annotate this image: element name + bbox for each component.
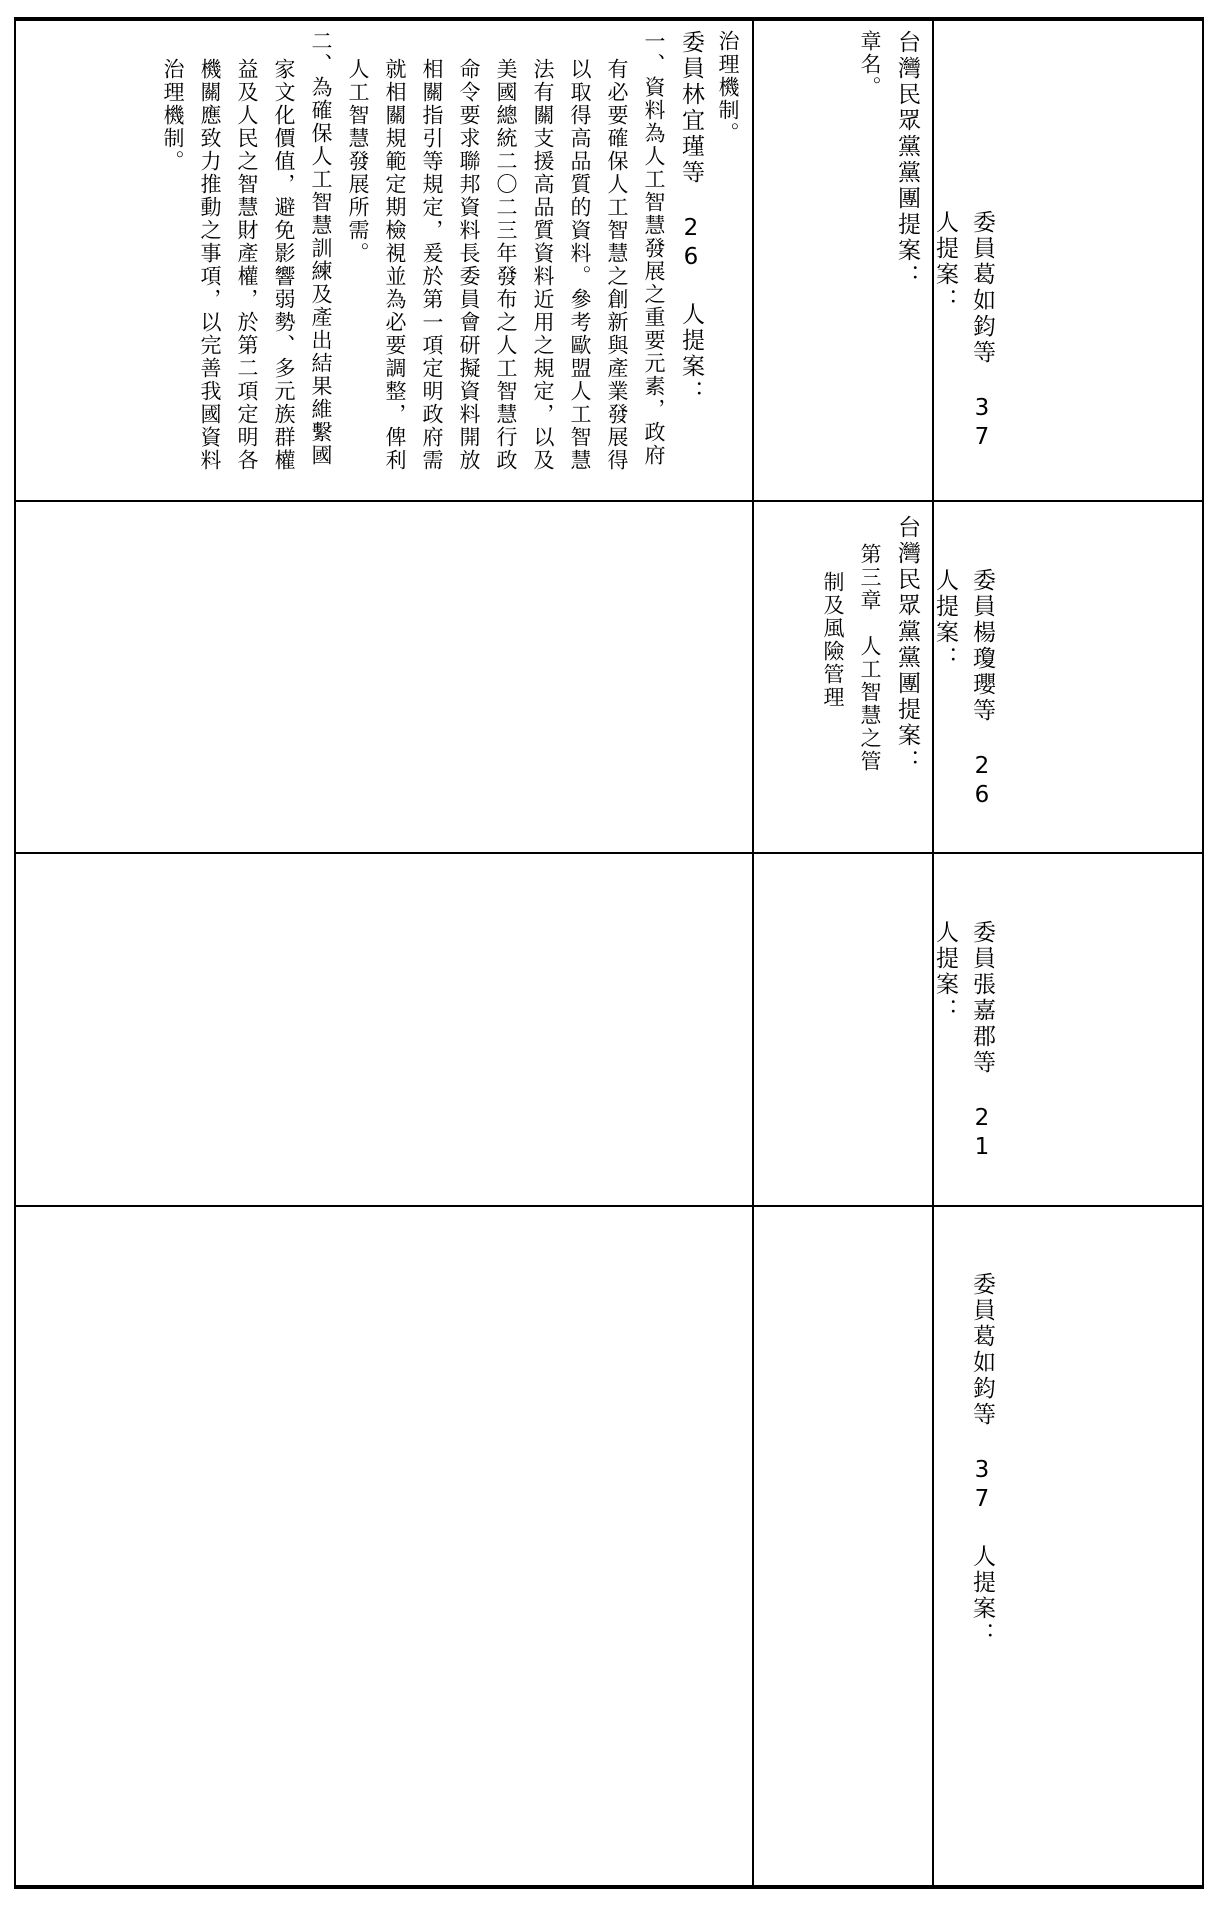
- item-1-line-4: 法有關支援高品質資料近用之規定，以及: [531, 58, 555, 472]
- item-2-line-1: 二、為確保人工智慧訓練及產出結果維繫國: [309, 30, 333, 467]
- proposer-heading-row2: 委員楊瓊瓔等 26 人提案：: [932, 568, 995, 811]
- item-1-line-5: 美國總統二〇二三年發布之人工智慧行政: [494, 58, 518, 472]
- party-chapter-cell: [760, 515, 925, 845]
- proposer-cell-row3: [932, 920, 1000, 1200]
- party-chapter-heading: 台灣民眾黨黨團提案：: [894, 515, 920, 775]
- item-2-line-2: 家文化價值，避免影響弱勢、多元族群權: [272, 58, 296, 472]
- party-proposal-heading: 台灣民眾黨黨團提案：: [894, 30, 920, 290]
- proposer-heading-top: 委員葛如鈞等 37 人提案：: [932, 210, 995, 453]
- table-left-border: [14, 19, 16, 1887]
- table-right-border: [1202, 19, 1204, 1887]
- party-proposal-cell-top: [760, 30, 925, 490]
- item-1-line-2: 有必要確保人工智慧之創新與產業發展得: [605, 58, 629, 472]
- prev-tail-line: 治理機制。: [716, 30, 740, 145]
- chapter-name-line: 章名。: [858, 30, 882, 99]
- proposer-heading-row3: 委員張嘉郡等 21 人提案：: [932, 920, 995, 1163]
- row-divider-1: [14, 500, 1204, 502]
- explanation-cell: [46, 30, 746, 490]
- table-bottom-rule: [14, 1885, 1204, 1889]
- item-1-line-6: 命令要求聯邦資料長委員會研擬資料開放: [457, 58, 481, 472]
- table-top-rule: [14, 17, 1204, 21]
- item-2-line-5: 治理機制。: [161, 58, 185, 173]
- column-divider-1: [752, 19, 754, 1887]
- item-1-line-8: 就相關規範定期檢視並為必要調整，俾利: [383, 58, 407, 472]
- item-2-num: 二、: [309, 30, 333, 76]
- item-2-line-4: 機關應致力推動之事項，以完善我國資料: [198, 58, 222, 472]
- proposer-cell-row2: [932, 568, 1000, 848]
- row-divider-2: [14, 852, 1204, 854]
- proposer-heading-row4: 委員葛如鈞等 37 人提案：: [969, 1272, 995, 1648]
- proposer-cell-row4: [940, 1272, 1000, 1877]
- item-1-num: 一、: [642, 30, 666, 76]
- item-1-line-1: 一、資料為人工智慧發展之重要元素，政府: [642, 30, 666, 467]
- chapter-title-line-2: 制及風險管理: [821, 571, 845, 709]
- row-divider-3: [14, 1205, 1204, 1207]
- item-2-line-3: 益及人民之智慧財產權，於第二項定明各: [235, 58, 259, 472]
- item-1-line-9: 人工智慧發展所需。: [346, 58, 370, 265]
- item-1-line-7: 相關指引等規定，爰於第一項定明政府需: [420, 58, 444, 472]
- chapter-title-line-1: 第三章 人工智慧之管: [858, 543, 882, 773]
- section-heading: 委員林宜瑾等 26 人提案：: [678, 30, 704, 406]
- proposer-cell-top-right: [932, 210, 1000, 490]
- item-1-line-3: 以取得高品質的資料。參考歐盟人工智慧: [568, 58, 592, 472]
